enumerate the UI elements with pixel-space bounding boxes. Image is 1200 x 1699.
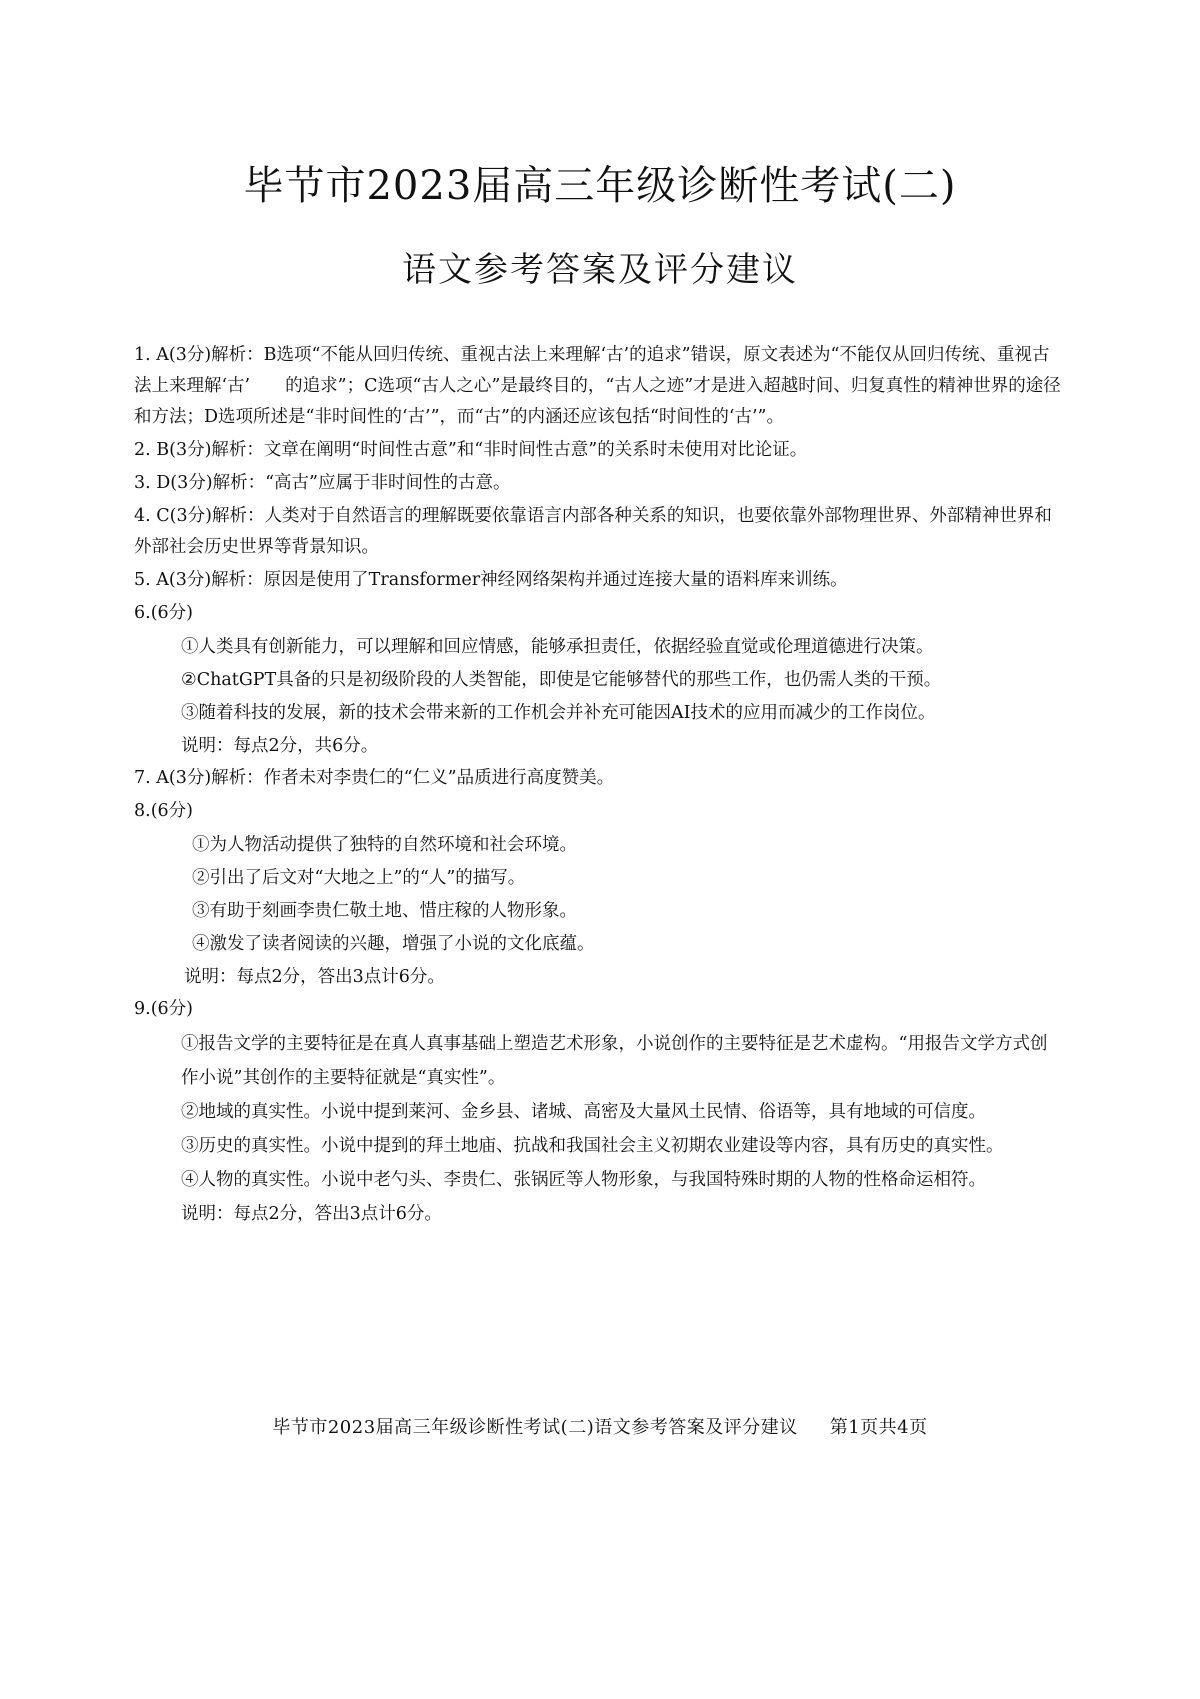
answer-9-point-3: ③历史的真实性。小说中提到的拜土地庙、抗战和我国社会主义初期农业建设等内容，具有历史的真实性。 [181, 1136, 1004, 1156]
page-title: 毕节市2023届高三年级诊断性考试(二) [243, 163, 957, 209]
page-subtitle: 语文参考答案及评分建议 [402, 250, 798, 290]
answer-8-point-4: ④激发了读者阅读的兴趣，增强了小说的文化底蕴。 [192, 934, 595, 954]
answer-6-point-1: ①人类具有创新能力，可以理解和回应情感，能够承担责任，依据经验直觉或伦理道德进行决策。 [181, 637, 934, 657]
answer-9-point-1: ①报告文学的主要特征是在真人真事基础上塑造艺术形象，小说创作的主要特征是艺术虚构。“用报告文学方式创作小说”其创作的主要特征就是“真实性”。 [181, 1034, 1048, 1088]
answer-8-point-2: ②引出了后文对“大地之上”的“人”的描写。 [192, 868, 526, 888]
answer-body [134, 340, 1064, 1231]
answer-9-point-2: ②地域的真实性。小说中提到莱河、金乡县、诸城、高密及大量风土民情、俗语等，具有地域的可信度。 [181, 1102, 986, 1122]
footer-page-number: 第1页共4页 [829, 1417, 928, 1438]
answer-9-head: 9.(6分) [134, 999, 193, 1019]
answer-3: 3. D(3分)解析：“高古”应属于非时间性的古意。 [134, 473, 511, 493]
answer-6-head: 6.(6分) [134, 603, 193, 623]
page-footer [0, 1413, 1200, 1439]
answer-9-point-4: ④人物的真实性。小说中老勺头、李贵仁、张锅匠等人物形象，与我国特殊时期的人物的性格命运相符。 [181, 1170, 986, 1190]
answer-6-note: 说明：每点2分，共6分。 [181, 736, 379, 756]
answer-1: 1. A(3分)解析：B选项“不能从回归传统、重视古法上来理解‘古’的追求”错误，原文表述为“不能仅从回归传统、重视古法上来理解‘古’ 的追求”；C选项“古人之心”是最终目的，“古人之迹”才是进入超越时间、归复真性的精神世界的途径和方法；D选项所述是“非时间性的‘古’”，而“古”的内涵还应该包括“时间性的‘古’”。 [134, 345, 1061, 427]
answer-8-head: 8.(6分) [134, 801, 193, 821]
answer-6-point-3: ③随着科技的发展，新的技术会带来新的工作机会并补充可能因AI技术的应用而减少的工作岗位。 [181, 703, 936, 723]
answer-8-note: 说明：每点2分，答出3点计6分。 [184, 967, 445, 987]
answer-9-note: 说明：每点2分，答出3点计6分。 [181, 1204, 442, 1224]
answer-6-point-2: ②ChatGPT具备的只是初级阶段的人类智能，即使是它能够替代的那些工作，也仍需人类的干预。 [181, 670, 942, 690]
answer-8-point-3: ③有助于刻画李贵仁敬土地、惜庄稼的人物形象。 [192, 901, 577, 921]
answer-2: 2. B(3分)解析：文章在阐明“时间性古意”和“非时间性古意”的关系时未使用对比论证。 [134, 440, 808, 460]
footer-doc-title: 毕节市2023届高三年级诊断性考试(二)语文参考答案及评分建议 [272, 1417, 798, 1438]
answer-8-point-1: ①为人物活动提供了独特的自然环境和社会环境。 [192, 835, 577, 855]
answer-5: 5. A(3分)解析：原因是使用了Transformer神经网络架构并通过连接大量的语料库来训练。 [134, 570, 848, 590]
answer-7: 7. A(3分)解析：作者未对李贵仁的“仁义”品质进行高度赞美。 [134, 768, 615, 788]
answer-4: 4. C(3分)解析：人类对于自然语言的理解既要依靠语言内部各种关系的知识，也要依靠外部物理世界、外部精神世界和外部社会历史世界等背景知识。 [134, 506, 1052, 557]
